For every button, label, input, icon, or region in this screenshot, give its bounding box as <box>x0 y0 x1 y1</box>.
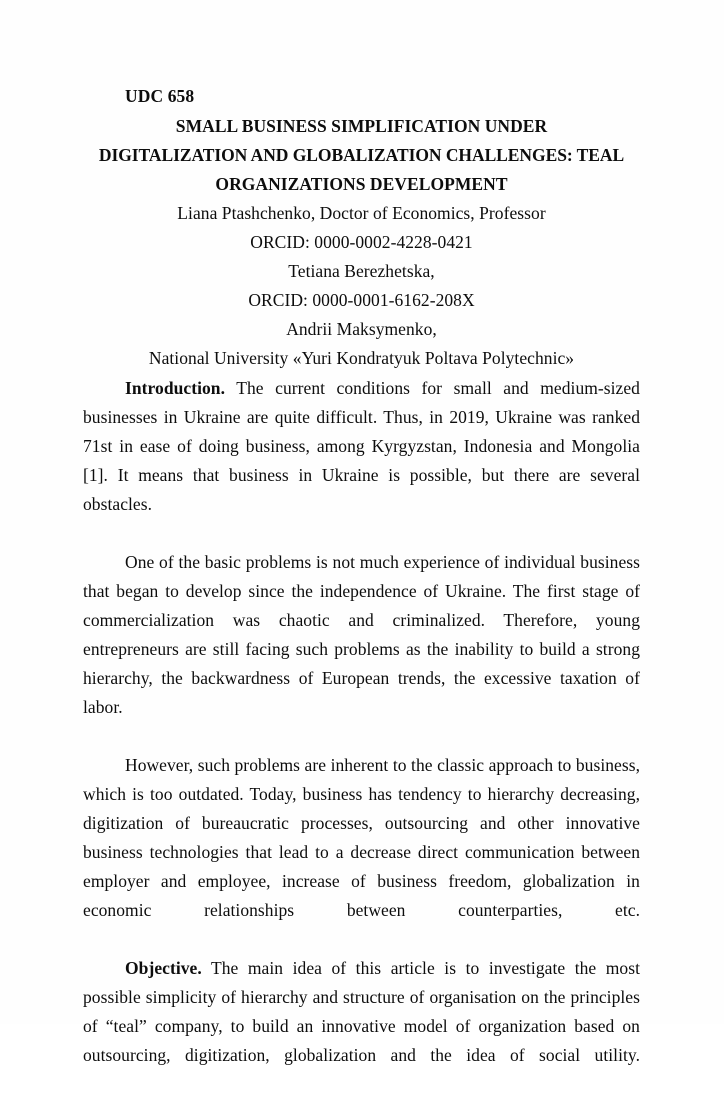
page-content <box>83 82 640 1099</box>
author-name-first: Liana Ptashchenko, Doctor of Economics, Professor <box>177 203 546 223</box>
title-line-1: SMALL BUSINESS SIMPLIFICATION UNDER <box>175 116 548 136</box>
author-name-second: Tetiana Berezhetska, <box>288 261 435 281</box>
title-line-2: DIGITALIZATION AND GLOBALIZATION CHALLENGES: TEAL <box>98 145 625 165</box>
paragraph-objective <box>83 954 640 1099</box>
orcid-first: ORCID: 0000-0002-4228-0421 <box>250 232 473 252</box>
paragraph-classic-approach <box>83 751 640 954</box>
paragraph-text: The main idea of this article is to investigate the most possible simplicity of hierarchy and structure of organisation on the principles of “teal” company, to build an innovative model of organization based on outsourcing, digitization, globalization and the idea of social utility. <box>83 958 640 1065</box>
run-in-heading-introduction: Introduction. <box>125 378 226 398</box>
paragraph-basic-problems <box>83 548 640 751</box>
title-line-3: ORGANIZATIONS DEVELOPMENT <box>215 174 508 194</box>
affiliation: National University «Yuri Kondratyuk Poltava Polytechnic» <box>148 348 575 368</box>
author-name-third: Andrii Maksymenko, <box>286 319 437 339</box>
article-body <box>83 374 640 1099</box>
paragraph-text: The current conditions for small and medium-sized businesses in Ukraine are quite difficult. Thus, in 2019, Ukraine was ranked 71st in ease of doing business, among Kyrgyzstan, Indonesia and Mongolia [1]. It means that business in Ukraine is possible, but there are several obstacles. <box>83 378 640 514</box>
article-title <box>83 112 640 199</box>
author-block <box>83 199 640 373</box>
paragraph-introduction <box>83 374 640 548</box>
udc-code: UDC 658 <box>125 86 195 106</box>
run-in-heading-objective: Objective. <box>125 958 202 978</box>
orcid-second: ORCID: 0000-0001-6162-208X <box>248 290 475 310</box>
paragraph-text: However, such problems are inherent to the classic approach to business, which is too outdated. Today, business has tendency to hierarchy decreasing, digitization of bureaucratic processes, outsourcing and other innovative business technologies that lead to a decrease direct communication between employer and employee, increase of business freedom, globalization in economic relationships between counterparties, etc. <box>83 755 640 920</box>
paragraph-text: One of the basic problems is not much experience of individual business that began to develop since the independence of Ukraine. The first stage of commercialization was chaotic and criminalized. Therefore, young entrepreneurs are still facing such problems as the inability to build a strong hierarchy, the backwardness of European trends, the excessive taxation of labor. <box>83 552 640 717</box>
